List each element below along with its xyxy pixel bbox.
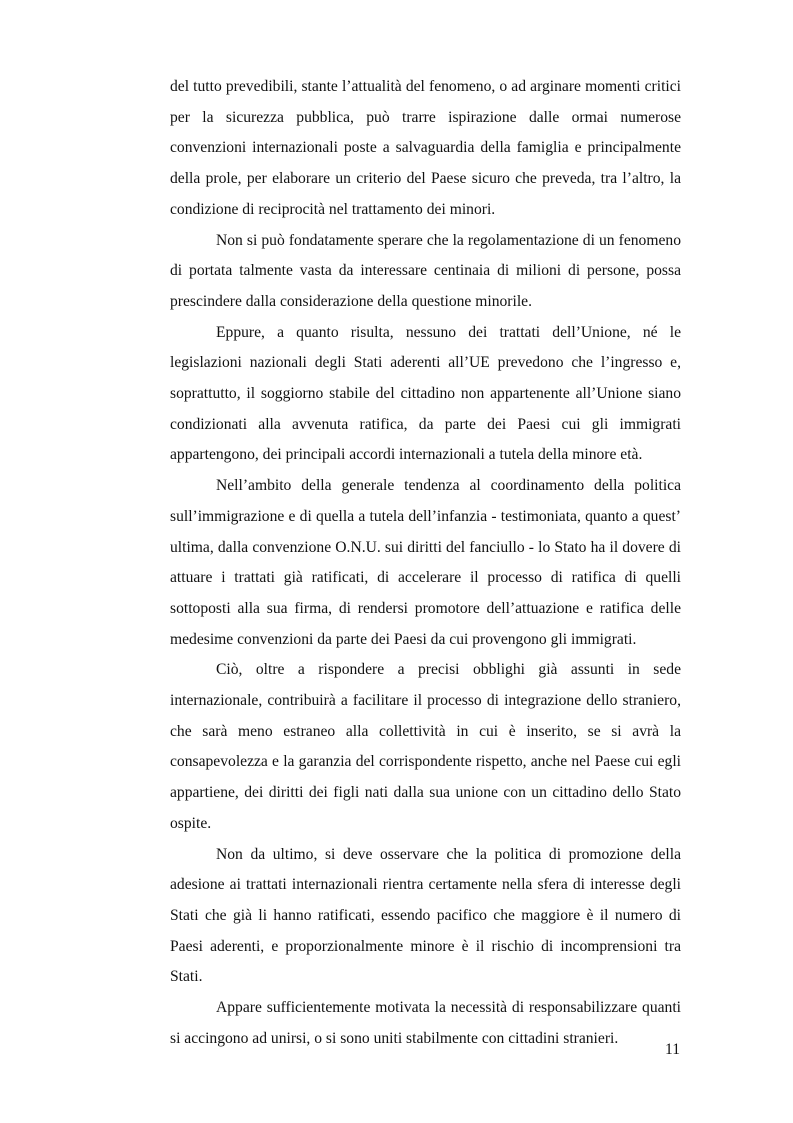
paragraph: Non si può fondatamente sperare che la regolamentazione di un fenomeno di portata talmente vasta da interessare centinaia di milioni di persone, possa prescindere dalla considerazione della questione minorile. [170,231,681,310]
body-text [170,72,681,1055]
paragraph: Appare sufficientemente motivata la necessità di responsabilizzare quanti si accingono ad unirsi, o si sono uniti stabilmente con cittadini stranieri. [170,999,681,1047]
paragraph: Eppure, a quanto risulta, nessuno dei trattati dell’Unione, né le legislazioni nazionali degli Stati aderenti all’UE prevedono che l’ingresso e, soprattutto, il soggiorno stabile del cittadino non appartenente all’Unione siano condizionati alla avvenuta ratifica, da parte dei Paesi cui gli immigrati appartengono, dei principali accordi internazionali a tutela della minore età. [170,323,681,464]
paragraph: Ciò, oltre a rispondere a precisi obblighi già assunti in sede internazionale, contribuirà a facilitare il processo di integrazione dello straniero, che sarà meno estraneo alla collettività in cui è inserito, se si avrà la consapevolezza e la garanzia del corrispondente rispetto, anche nel Paese cui egli appartiene, dei diritti dei figli nati dalla sua unione con un cittadino dello Stato ospite. [170,661,681,832]
paragraph: Non da ultimo, si deve osservare che la politica di promozione della adesione ai trattati internazionali rientra certamente nella sfera di interesse degli Stati che già li hanno ratificati, essendo pacifico che maggiore è il numero di Paesi aderenti, e proporzionalmente minore è il rischio di incomprensioni tra Stati. [170,845,681,986]
page-number: 11 [664,1041,680,1058]
paragraph-continuation: del tutto prevedibili, stante l’attualità del fenomeno, o ad arginare momenti critici per la sicurezza pubblica, può trarre ispirazione dalle ormai numerose convenzioni internazionali poste a salvaguardia della famiglia e principalmente della prole, per elaborare un criterio del Paese sicuro che preveda, tra l’altro, la condizione di reciprocità nel trattamento dei minori. [170,78,681,218]
paragraph: Nell’ambito della generale tendenza al coordinamento della politica sull’immigrazione e di quella a tutela dell’infanzia - testimoniata, quanto a quest’ ultima, dalla convenzione O.N.U. sui diritti del fanciullo - lo Stato ha il dovere di attuare i trattati già ratificati, di accelerare il processo di ratifica di quelli sottoposti alla sua firma, di rendersi promotore dell’attuazione e ratifica delle medesime convenzioni da parte dei Paesi da cui provengono gli immigrati. [170,477,681,648]
